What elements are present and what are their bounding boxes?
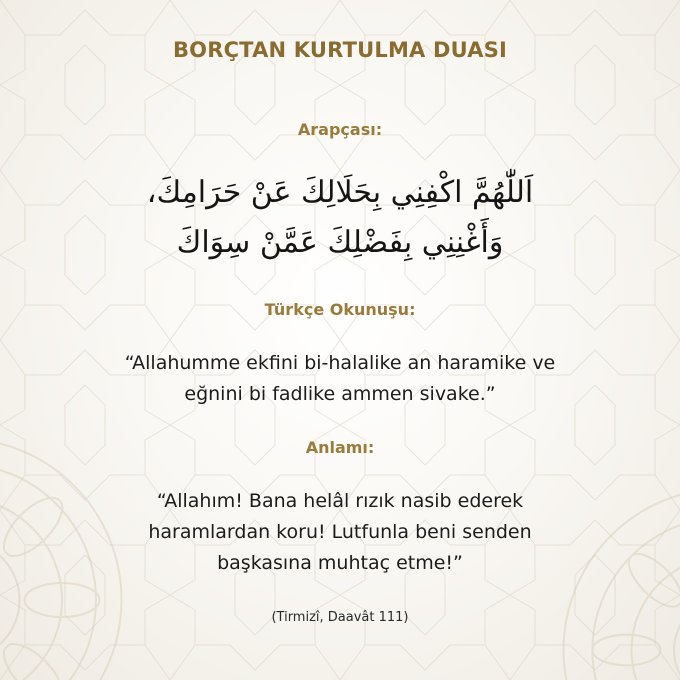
source-citation: (Tirmizî, Daavât 111) [271, 610, 409, 625]
meaning-line-3: başkasına muhtaç etme!” [217, 552, 463, 574]
arabic-line-1: اَللّٰهُمَّ اكْفِنِي بِحَلَالِكَ عَنْ حَرَامِكَ، [146, 175, 534, 210]
meaning-text [60, 486, 620, 579]
page-title: BORÇTAN KURTULMA DUASI [172, 38, 508, 62]
arabic-heading: Arapçası: [297, 120, 383, 139]
meaning-line-2: haramlardan koru! Lutfunla beni senden [148, 521, 532, 543]
meaning-line-1: “Allahım! Bana helâl rızık nasib ederek [156, 490, 524, 512]
reading-heading: Türkçe Okunuşu: [264, 300, 416, 319]
arabic-text [40, 168, 640, 268]
reading-line-2: eğnini bi fadlike ammen sivake.” [184, 383, 496, 405]
meaning-heading: Anlamı: [305, 438, 375, 457]
reading-text [60, 348, 620, 410]
arabic-line-2: وَأَغْنِنِي بِفَضْلِكَ عَمَّنْ سِوَاكَ [176, 225, 504, 260]
reading-line-1: “Allahumme ekfini bi-halalike an haramike ve [124, 352, 556, 374]
